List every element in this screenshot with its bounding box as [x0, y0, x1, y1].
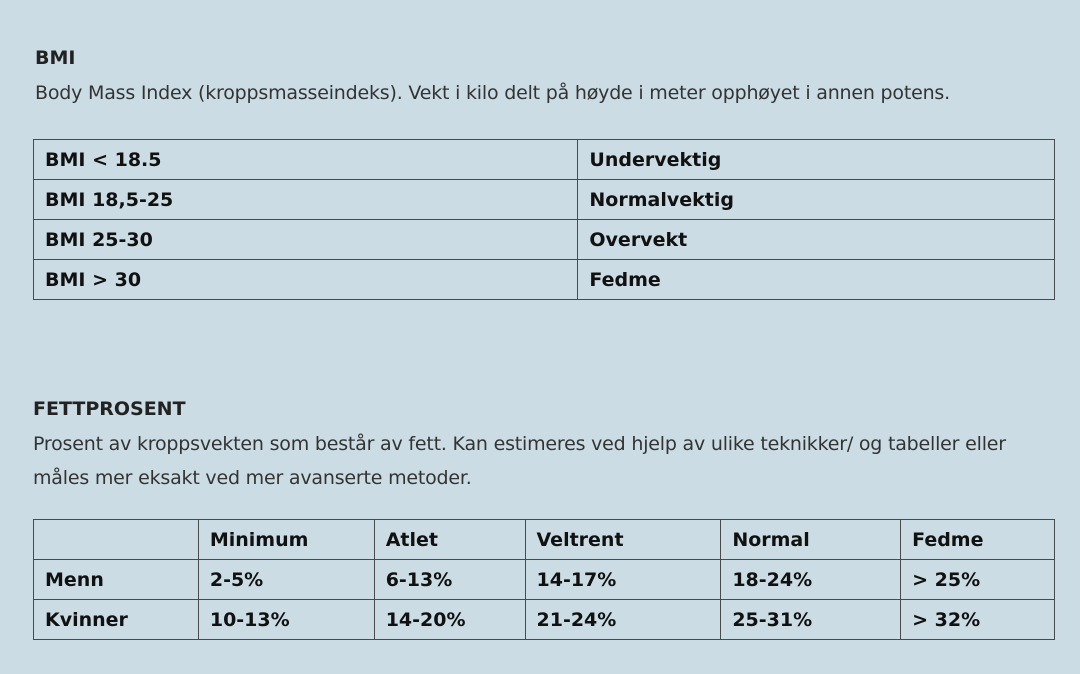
bmi-description: Body Mass Index (kroppsmasseindeks). Vekt i kilo delt på høyde i meter opphøyet i annen potens.: [35, 82, 950, 104]
bmi-range-cell: BMI 18,5-25: [34, 180, 578, 220]
fettprosent-description: [33, 427, 1053, 495]
bmi-category-cell: Overvekt: [578, 220, 1055, 260]
bmi-table: [33, 139, 1055, 300]
value-cell: > 32%: [901, 600, 1055, 640]
value-cell: 25-31%: [721, 600, 901, 640]
bmi-title: BMI: [35, 47, 76, 69]
header-cell-atlet: Atlet: [374, 520, 525, 560]
value-cell: 10-13%: [198, 600, 374, 640]
header-cell-normal: Normal: [721, 520, 901, 560]
table-row: [34, 220, 1055, 260]
bmi-range-cell: BMI < 18.5: [34, 140, 578, 180]
table-row: [34, 600, 1055, 640]
header-cell-minimum: Minimum: [198, 520, 374, 560]
fettprosent-title: FETTPROSENT: [33, 398, 186, 420]
value-cell: 18-24%: [721, 560, 901, 600]
bmi-range-cell: BMI 25-30: [34, 220, 578, 260]
value-cell: 21-24%: [525, 600, 721, 640]
bmi-range-cell: BMI > 30: [34, 260, 578, 300]
bmi-category-cell: Undervektig: [578, 140, 1055, 180]
value-cell: 14-20%: [374, 600, 525, 640]
fettprosent-description-line1: Prosent av kroppsvekten som består av fett. Kan estimeres ved hjelp av ulike teknikker/ og tabeller eller: [33, 433, 1006, 455]
table-row: [34, 260, 1055, 300]
header-cell-fedme: Fedme: [901, 520, 1055, 560]
header-cell-veltrent: Veltrent: [525, 520, 721, 560]
table-row: [34, 140, 1055, 180]
value-cell: 2-5%: [198, 560, 374, 600]
row-label-menn: Menn: [34, 560, 199, 600]
value-cell: 14-17%: [525, 560, 721, 600]
fettprosent-description-line2: måles mer eksakt ved mer avanserte metoder.: [33, 467, 472, 489]
fettprosent-table: [33, 519, 1055, 640]
header-cell-empty: [34, 520, 199, 560]
row-label-kvinner: Kvinner: [34, 600, 199, 640]
table-header-row: [34, 520, 1055, 560]
table-row: [34, 560, 1055, 600]
bmi-category-cell: Fedme: [578, 260, 1055, 300]
value-cell: 6-13%: [374, 560, 525, 600]
bmi-category-cell: Normalvektig: [578, 180, 1055, 220]
table-row: [34, 180, 1055, 220]
value-cell: > 25%: [901, 560, 1055, 600]
